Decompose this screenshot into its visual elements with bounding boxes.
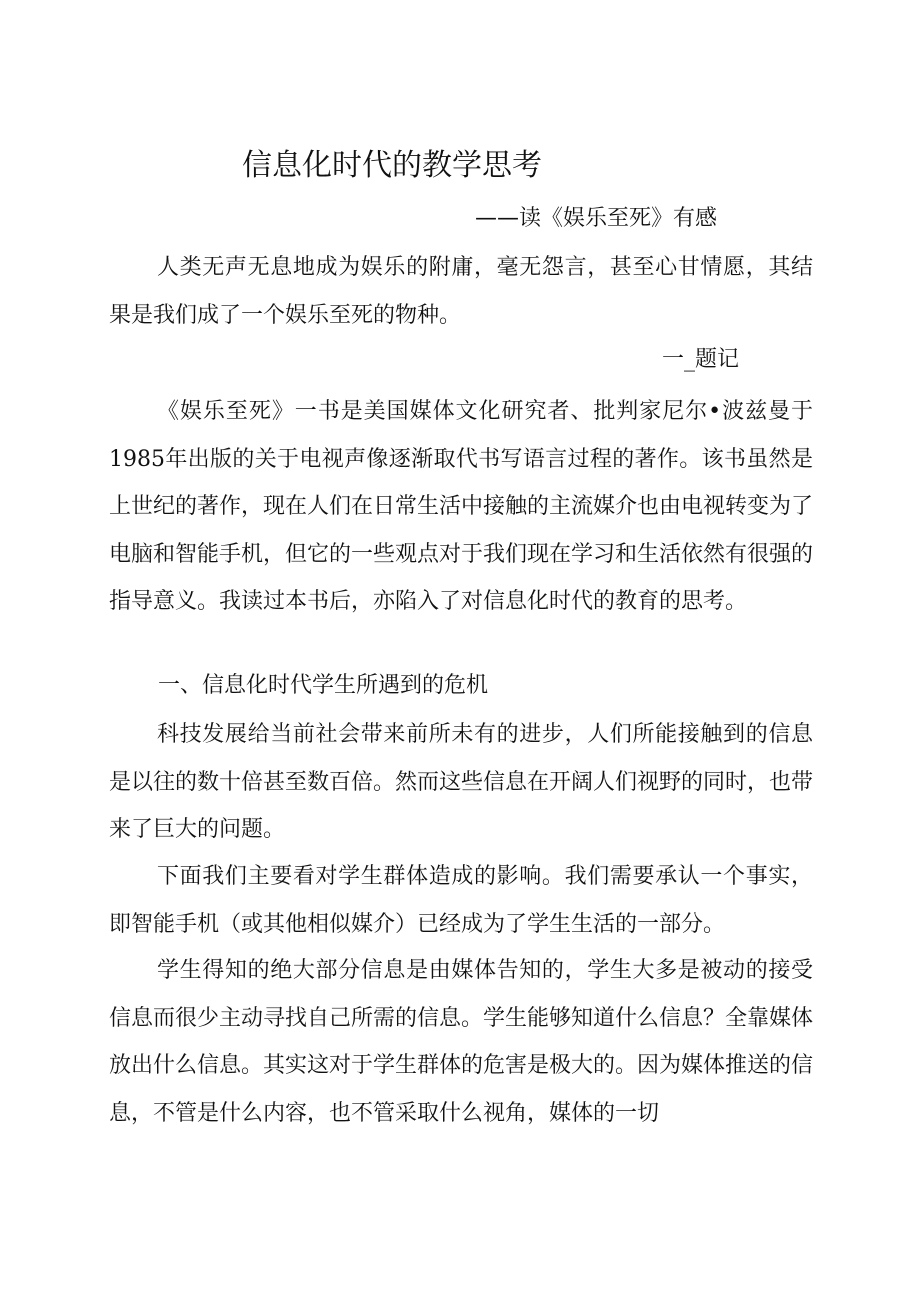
document-subtitle: ——读《娱乐至死》有感: [475, 206, 718, 231]
section-heading: 一、信息化时代学生所遇到的危机: [158, 673, 489, 698]
section-paragraph: 科技发展给当前社会带来前所未有的进步，人们所能接触到的信息是以往的数十倍甚至数百倍。然而这些信息在开阔人们视野的同时，也带来了巨大的问题。: [109, 722, 814, 842]
document-title: 信息化时代的教学思考: [242, 148, 542, 183]
section-paragraph: 下面我们主要看对学生群体造成的影响。我们需要承认一个事实，即智能手机（或其他相似媒介）已经成为了学生生活的一部分。: [109, 864, 813, 937]
epigraph-text: 人类无声无息地成为娱乐的附庸，毫无怨言，甚至心甘情愿，其结果是我们成了一个娱乐至死的物种。: [109, 255, 813, 328]
section-paragraph: 学生得知的绝大部分信息是由媒体告知的，学生大多是被动的接受信息而很少主动寻找自己所需的信息。学生能够知道什么信息？全靠媒体放出什么信息。其实这对于学生群体的危害是极大的。因为媒体推送的信息，不管是什么内容，也不管采取什么视角，媒体的一切: [109, 958, 814, 1126]
epigraph-source: 一_题记: [662, 347, 740, 372]
intro-paragraph: 《娱乐至死》一书是美国媒体文化研究者、批判家尼尔•波兹曼于1985年出版的关于电视声像逐渐取代书写语言过程的著作。该书虽然是上世纪的著作，现在人们在日常生活中接触的主流媒介也由电视转变为了电脑和智能手机，但它的一些观点对于我们现在学习和生活依然有很强的指导意义。我读过本书后，亦陷入了对信息化时代的教育的思考。: [109, 399, 814, 614]
